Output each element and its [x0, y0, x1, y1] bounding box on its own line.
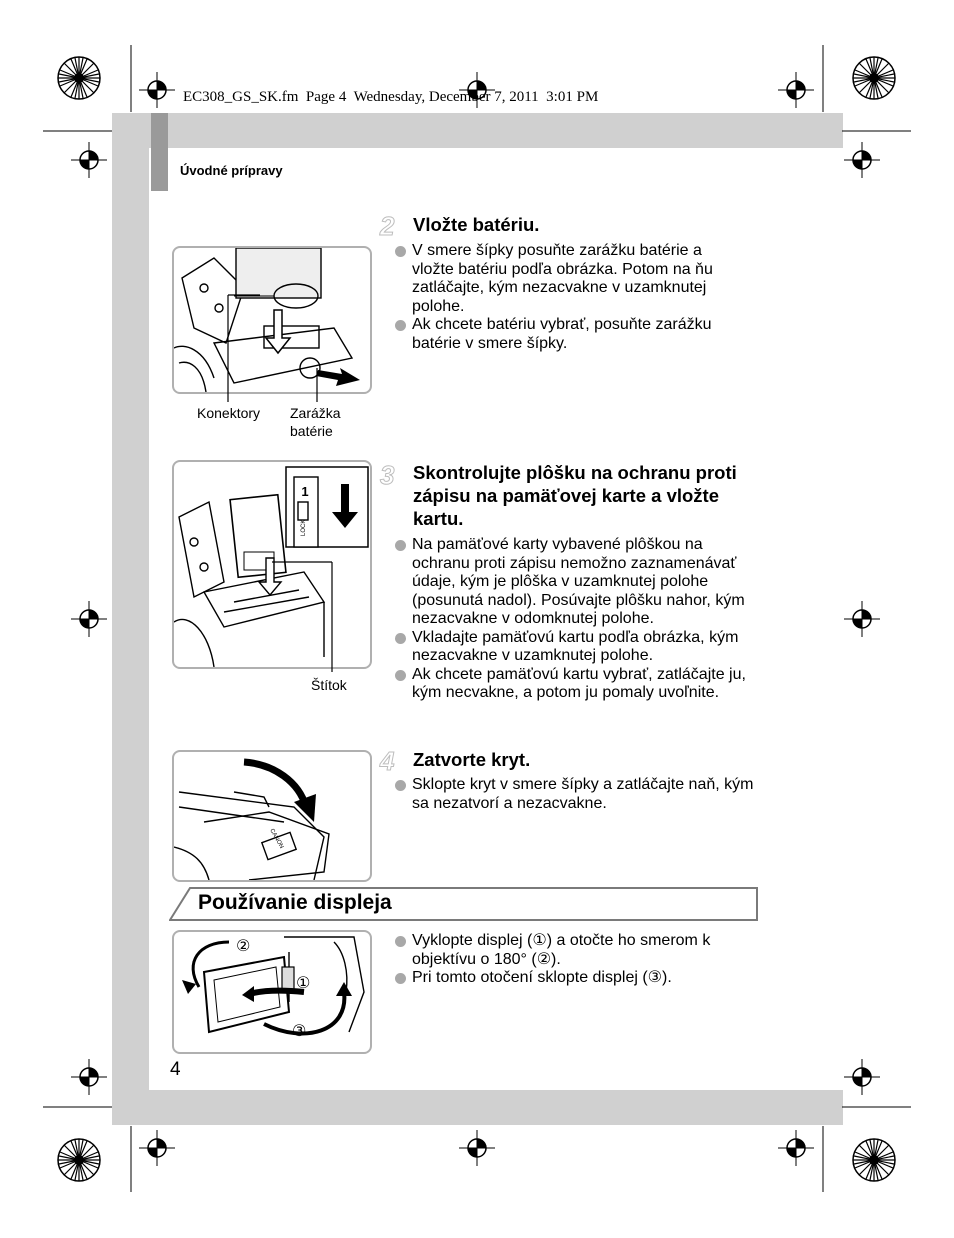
- step-2-number: 2: [380, 211, 395, 241]
- file-info-header: EC308_GS_SK.fm Page 4 Wednesday, December 7, 2011 3:01 PM: [183, 89, 599, 105]
- step-3-title: Skontrolujte plôšku na ochranu proti zápisu na pamäťovej karte a vložte kartu.: [413, 462, 737, 529]
- list-item: Na pamäťové karty vybavené plôškou na ochranu proti zápisu nemožno zaznamenávať údaje, kým je plôška v uzamknutej polohe (posunutá nadol). Posúvajte plôšku nahor, kým nezacvakne v odomknutej polohe.: [395, 536, 755, 629]
- step-3-number: 3: [380, 460, 395, 490]
- step-2-title: Vložte batériu.: [413, 214, 540, 235]
- list-item: Ak chcete pamäťovú kartu vybrať, zatláčajte ju, kým necvakne, a potom ju pomaly uvoľnite.: [395, 666, 755, 703]
- step-2-bullets: [395, 242, 745, 353]
- caption-connectors: Konektory: [197, 405, 261, 421]
- display-bullets: [395, 932, 745, 988]
- caption-latch-line1: Zarážka: [290, 405, 341, 421]
- step-4-title: Zatvorte kryt.: [413, 749, 531, 770]
- caption-battery-latch: [290, 404, 341, 440]
- page-number: 4: [170, 1059, 181, 1080]
- svg-text:1: 1: [301, 484, 309, 499]
- list-item: V smere šípky posuňte zarážku batérie a vložte batériu podľa obrázka. Potom na ňu zatláčajte, kým nezacvakne v uzamknutej polohe.: [395, 242, 745, 316]
- list-item: Sklopte kryt v smere šípky a zatláčajte naň, kým sa nezatvorí a nezacvakne.: [395, 776, 755, 813]
- section-title: Úvodné prípravy: [180, 163, 283, 178]
- display-illustration: [172, 930, 372, 1054]
- cover-illustration: [172, 750, 372, 882]
- marker-1: ①: [296, 973, 311, 992]
- marker-3: ③: [292, 1021, 307, 1040]
- battery-callout-lines: [220, 290, 340, 410]
- caption-latch-line2: batérie: [290, 423, 333, 439]
- step-4-number: 4: [380, 746, 395, 776]
- step-4-bullets: [395, 776, 755, 813]
- display-section-title: Používanie displeja: [198, 891, 392, 914]
- list-item: Ak chcete batériu vybrať, posuňte zarážku batérie v smere šípky.: [395, 316, 745, 353]
- caption-label: Štítok: [311, 677, 347, 693]
- lock-label: LOCK: [301, 519, 307, 536]
- list-item: Pri tomto otočení sklopte displej (③).: [395, 969, 745, 988]
- step-3-bullets: [395, 536, 755, 703]
- marker-2: ②: [236, 936, 251, 955]
- list-item: Vyklopte displej (①) a otočte ho smerom k objektívu o 180° (②).: [395, 932, 745, 969]
- list-item: Vkladajte pamäťovú kartu podľa obrázka, kým nezacvakne v uzamknutej polohe.: [395, 629, 755, 666]
- svg-text:CANON: CANON: [268, 828, 285, 850]
- label-callout-line: [260, 540, 360, 680]
